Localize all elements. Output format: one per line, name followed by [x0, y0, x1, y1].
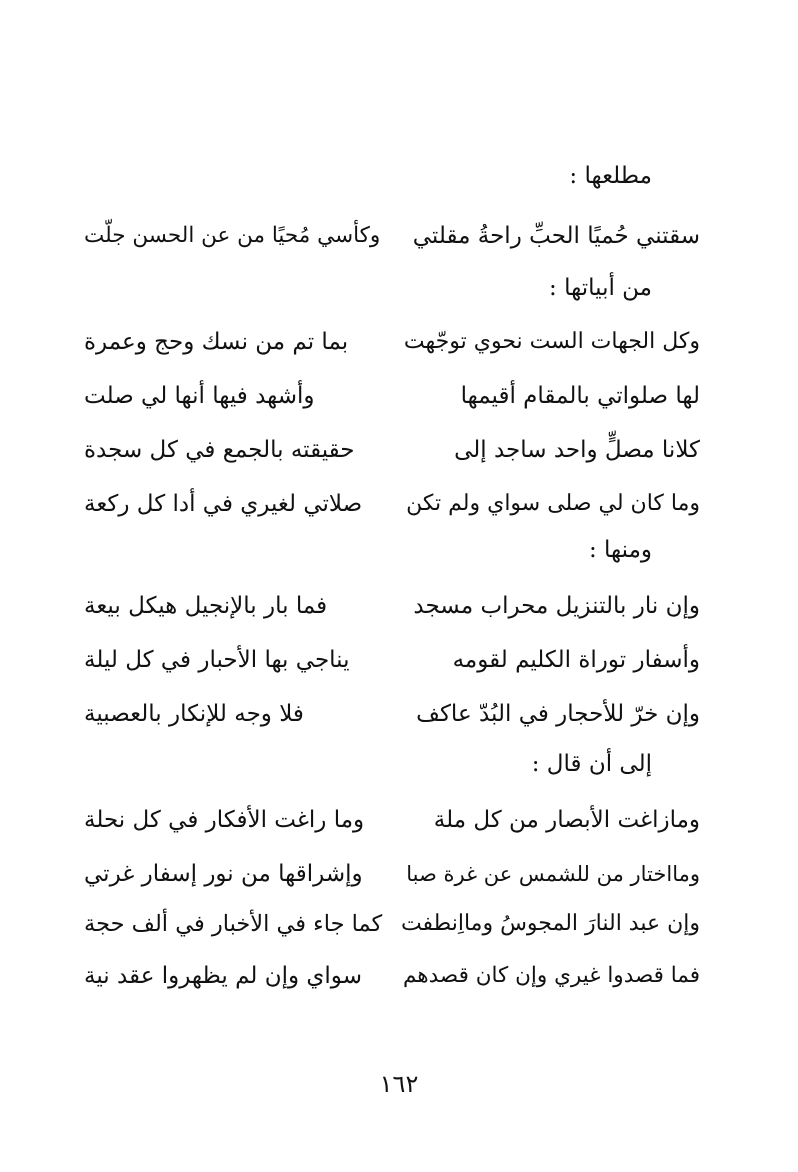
verse-second-hemistich: فما بار بالإنجيل هيكل بيعة [84, 593, 328, 619]
verse-second-hemistich: وما راغت الأفكار في كل نحلة [84, 807, 365, 833]
verse-second-hemistich: صلاتي لغيري في أدا كل ركعة [84, 491, 363, 517]
verse-first-hemistich: وما كان لي صلى سواي ولم تكن [406, 491, 700, 516]
page-number: ١٦٢ [379, 1070, 419, 1098]
verse-line-12 [84, 954, 700, 998]
verse-line-3 [84, 374, 700, 418]
verse-first-hemistich: وإن نار بالتنزيل محراب مسجد [413, 593, 700, 619]
verse-first-hemistich: وكل الجهات الست نحوي توجّهت [403, 329, 700, 354]
verse-line-9 [84, 798, 700, 842]
verse-line-4 [84, 428, 700, 472]
verse-line-10 [84, 852, 700, 896]
section-heading-until-he-said: إلى أن قال : [531, 751, 652, 777]
verse-first-hemistich: كلانا مصلٍّ واحد ساجد إلى [454, 437, 700, 463]
verse-first-hemistich: فما قصدوا غيري وإن كان قصدهم [403, 963, 700, 988]
verse-second-hemistich: بما تم من نسك وحج وعمرة [84, 329, 349, 355]
verse-first-hemistich: سقتني حُميًا الحبِّ راحةُ مقلتي [412, 223, 700, 249]
verse-first-hemistich: ومااختار من للشمس عن غرة صبا [406, 862, 700, 886]
verse-line-7 [84, 638, 700, 682]
verse-second-hemistich: وأشهد فيها أنها لي صلت [84, 383, 315, 409]
verse-second-hemistich: فلا وجه للإنكار بالعصبية [84, 701, 304, 727]
verse-second-hemistich: وإشراقها من نور إسفار غرتي [84, 861, 363, 887]
verse-first-hemistich: ومازاغت الأبصار من كل ملة [433, 807, 700, 833]
verse-line-11 [84, 902, 700, 946]
verse-line-8 [84, 692, 700, 736]
section-heading-opening: مطلعها : [569, 163, 652, 189]
verse-second-hemistich: يناجي بها الأحبار في كل ليلة [84, 647, 350, 673]
verse-first-hemistich: وإن خرّ للأحجار في البُدّ عاكف [416, 701, 700, 727]
section-heading-from-verses: من أبياتها : [549, 275, 652, 301]
verse-line-1 [84, 214, 700, 258]
verse-second-hemistich: كما جاء في الأخبار في ألف حجة [84, 911, 383, 937]
section-heading-and-from-it: ومنها : [588, 537, 652, 563]
verse-first-hemistich: لها صلواتي بالمقام أقيمها [460, 383, 700, 409]
verse-line-5 [84, 482, 700, 526]
verse-second-hemistich: سواي وإن لم يظهروا عقد نية [84, 963, 362, 989]
verse-line-2 [84, 320, 700, 364]
verse-first-hemistich: وإن عبد النارَ المجوسُ ومااِنطفت [400, 911, 700, 936]
verse-line-6 [84, 584, 700, 628]
verse-second-hemistich: حقيقته بالجمع في كل سجدة [84, 437, 355, 463]
verse-second-hemistich: وكأسي مُحيًا من عن الحسن جلّت [84, 223, 381, 248]
verse-first-hemistich: وأسفار توراة الكليم لقومه [452, 647, 700, 673]
